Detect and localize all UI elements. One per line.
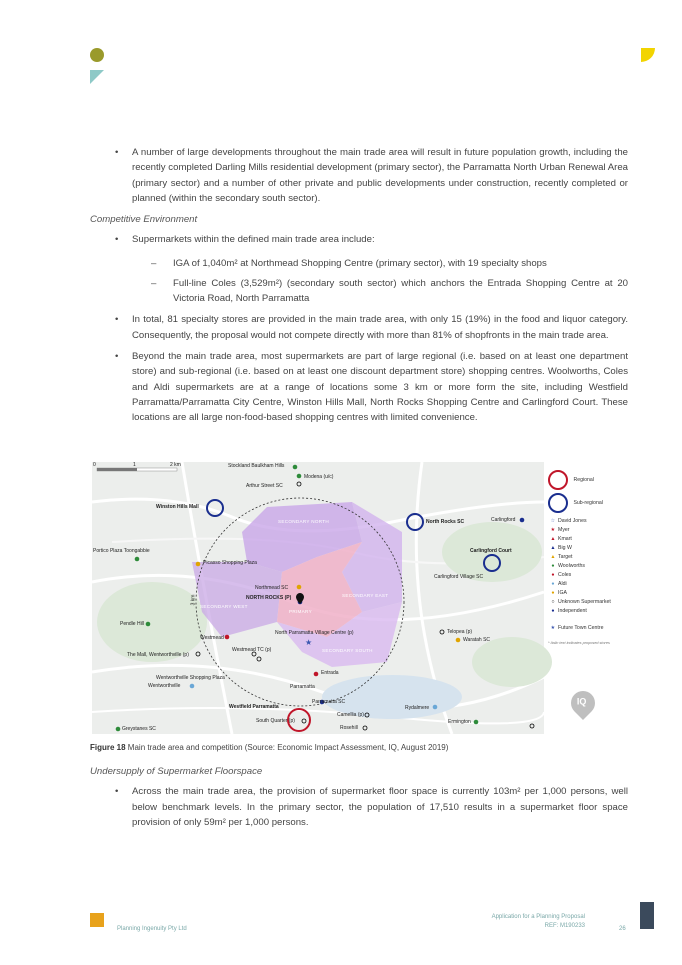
intro-bullet: • A number of large developments throughout the main trade area will result in future population growth, including the recently completed Darling Mills residential development (primary sector), the Parramatta North Urban Renewal Area (primary sector) and a number of other private and public developments under construction, recently completed or planned (within the secondary south sector).	[115, 147, 628, 204]
label-rydalmere: Rydalmere	[405, 705, 430, 711]
dot-icon: ●	[551, 590, 555, 596]
map-graphic	[92, 462, 544, 734]
legend-david-jones: ☆ David Jones	[548, 518, 587, 526]
scale-1: 1	[133, 462, 136, 468]
star-icon: ★	[550, 625, 556, 631]
legend-coles: ● Coles	[548, 572, 571, 580]
label-westmead-tc: Westmead TC (p)	[232, 647, 272, 653]
label-parramatta: Parramatta	[290, 684, 315, 690]
figure-caption	[90, 743, 448, 752]
undersupply-heading: Undersupply of Supermarket Floorspace	[90, 766, 263, 777]
legend-woolworths: ● Woolworths	[548, 563, 585, 571]
triangle-icon: ▲	[550, 554, 556, 560]
sector-secondary-west: SECONDARY WEST	[200, 604, 248, 609]
legend-target: ▲ Target	[548, 554, 572, 562]
undersupply-bullet: • Across the main trade area, the provision of supermarket floor space is currently 103m² per 1,000 persons, well below benchmark levels. In the primary sector, the population of 17,510 results in a supermarket floor space provision of only 59m² per 1,000 persons.	[115, 786, 628, 828]
label-pendle: Pendle Hill	[120, 621, 144, 627]
label-modena: Modena (u/c)	[304, 474, 334, 480]
label-entrada: Entrada	[321, 670, 339, 676]
legend-iga: ● IGA	[548, 590, 567, 598]
label-north-rocks-sc: North Rocks SC	[426, 519, 465, 525]
star-icon: ★	[550, 527, 556, 533]
label-stockland: Stockland Baulkham Hills	[228, 463, 285, 469]
label-westfield: Westfield Parramatta	[229, 704, 279, 710]
label-northmead: Northmead SC	[255, 585, 289, 591]
competitive-bullet-1: • Supermarkets within the defined main trade area include:	[115, 234, 375, 246]
label-waratah: Waratah SC	[463, 637, 491, 643]
figure-number: Figure 18	[90, 743, 126, 752]
label-picasso: Picasso Shopping Plaza	[203, 560, 257, 566]
competitive-dash-2: – Full-line Coles (3,529m²) (secondary south sector) which anchors the Entrada Shopping Centre at 20 Victoria Road, North Parramatta	[151, 277, 628, 305]
sector-secondary-east: SECONDARY EAST	[342, 593, 389, 598]
footer-orange-square	[90, 913, 104, 927]
legend-aldi: ● Aldi	[548, 581, 567, 589]
legend-note: * Italic text indicates proposed stores	[548, 641, 610, 645]
page-number: 26	[619, 926, 626, 932]
dot-icon: ●	[551, 563, 555, 569]
regional-ring-icon	[548, 470, 568, 490]
undersupply-section	[90, 764, 628, 830]
label-parramatta-sc: Parramatta SC	[312, 699, 346, 705]
intro-section	[90, 145, 628, 206]
triangle-icon: ▲	[550, 545, 556, 551]
label-telopea: Telopea (p)	[447, 629, 473, 635]
sector-primary: PRIMARY	[289, 609, 312, 614]
legend-myer: ★ Myer	[548, 527, 570, 535]
label-westmead: Westmead	[200, 635, 224, 641]
footer-company: Planning Ingenuity Pty Ltd	[117, 926, 187, 932]
dot-icon: ●	[551, 608, 555, 614]
label-carlingford-court: Carlingford Court	[470, 548, 512, 554]
label-camellia: Camellia (p)	[337, 712, 364, 718]
label-carlingford: Carlingford	[491, 517, 516, 523]
dot-icon: ●	[551, 581, 555, 587]
label-mall: The Mall, Wentworthville (p)	[127, 652, 189, 658]
legend-unknown: ○ Unknown Supermarket	[548, 599, 611, 607]
footer-title: Application for a Planning Proposal	[491, 914, 585, 920]
star-outline-icon: ☆	[550, 518, 556, 524]
label-south-quarter: South Quarter (p)	[256, 718, 295, 724]
competitive-heading: Competitive Environment	[90, 214, 198, 225]
legend-sub-regional: Sub-regional	[548, 493, 603, 513]
label-winston: Winston Hills Mall	[156, 504, 199, 510]
competitive-bullet-3: • Beyond the main trade area, most supermarkets are part of large regional (i.e. based on at least one department store) and sub-regional (i.e. based on at least one discount department store) shopping centres. Woolworths, Coles and Aldi supermarkets are at a range of locations some 3 km or more form the site, including Westfield Parramatta/Parramatta City Centre, Winston Hills Mall, North Rocks Shopping Centre and Carlingford Court. These locations are all large non-food-based shopping centres with limited convenience.	[115, 351, 628, 424]
label-carlingford-village: Carlingford Village SC	[434, 574, 484, 580]
legend-future-town-centre: ★ Future Town Centre	[548, 625, 603, 633]
competitive-section	[90, 212, 628, 426]
radius-label: 3 km	[190, 594, 197, 606]
legend-kmart: ▲ Kmart	[548, 536, 572, 544]
footer-navy-bar	[640, 902, 654, 929]
competitive-dash-1: – IGA of 1,040m² at Northmead Shopping Centre (primary sector), with 19 specialty shops	[151, 257, 547, 269]
yellow-quarter-decoration	[641, 48, 655, 62]
olive-circle-decoration	[90, 48, 104, 62]
footer-document-info	[492, 913, 585, 931]
legend-big-w: ▲ Big W	[548, 545, 572, 553]
iq-logo: IQ	[566, 686, 600, 720]
label-rosehill: Rosehill	[340, 725, 358, 731]
label-nprvc: North Parramatta Village Centre (p)	[275, 630, 354, 636]
label-ermington: Ermington	[448, 719, 471, 725]
legend-regional: Regional	[548, 470, 594, 490]
label-portico: Portico Plaza Toongabbie	[93, 548, 150, 554]
teal-triangle-decoration	[90, 70, 104, 84]
dot-icon: ●	[551, 572, 555, 578]
sub-regional-ring-icon	[548, 493, 568, 513]
ring-icon: ○	[551, 599, 555, 605]
label-greystanes: Greystanes SC	[122, 726, 156, 732]
scale-2km: 2 km	[170, 462, 181, 468]
footer-ref: REF: M190233	[544, 923, 585, 929]
label-wentworthville: Wentworthville	[148, 683, 181, 689]
legend-independent: ● Independent	[548, 608, 587, 616]
sector-secondary-south: SECONDARY SOUTH	[322, 648, 373, 653]
sector-secondary-north: SECONDARY NORTH	[278, 519, 329, 524]
label-north-rocks-p: NORTH ROCKS (P)	[246, 595, 292, 601]
svg-text:★: ★	[305, 638, 313, 647]
scale-0: 0	[93, 462, 96, 468]
figure-caption-text: Main trade area and competition (Source: Economic Impact Assessment, IQ, August 2019)	[125, 743, 449, 752]
label-wentworthville-sp: Wentworthville Shopping Plaza	[156, 675, 225, 681]
competitive-bullet-2: • In total, 81 specialty stores are provided in the main trade area, with only 15 (19%) in the food and liquor category. Consequently, the proposal would not compete directly with more than 81% of shopfronts in the main trade area.	[115, 314, 628, 341]
triangle-icon: ▲	[550, 536, 556, 542]
label-arthur: Arthur Street SC	[246, 483, 283, 489]
